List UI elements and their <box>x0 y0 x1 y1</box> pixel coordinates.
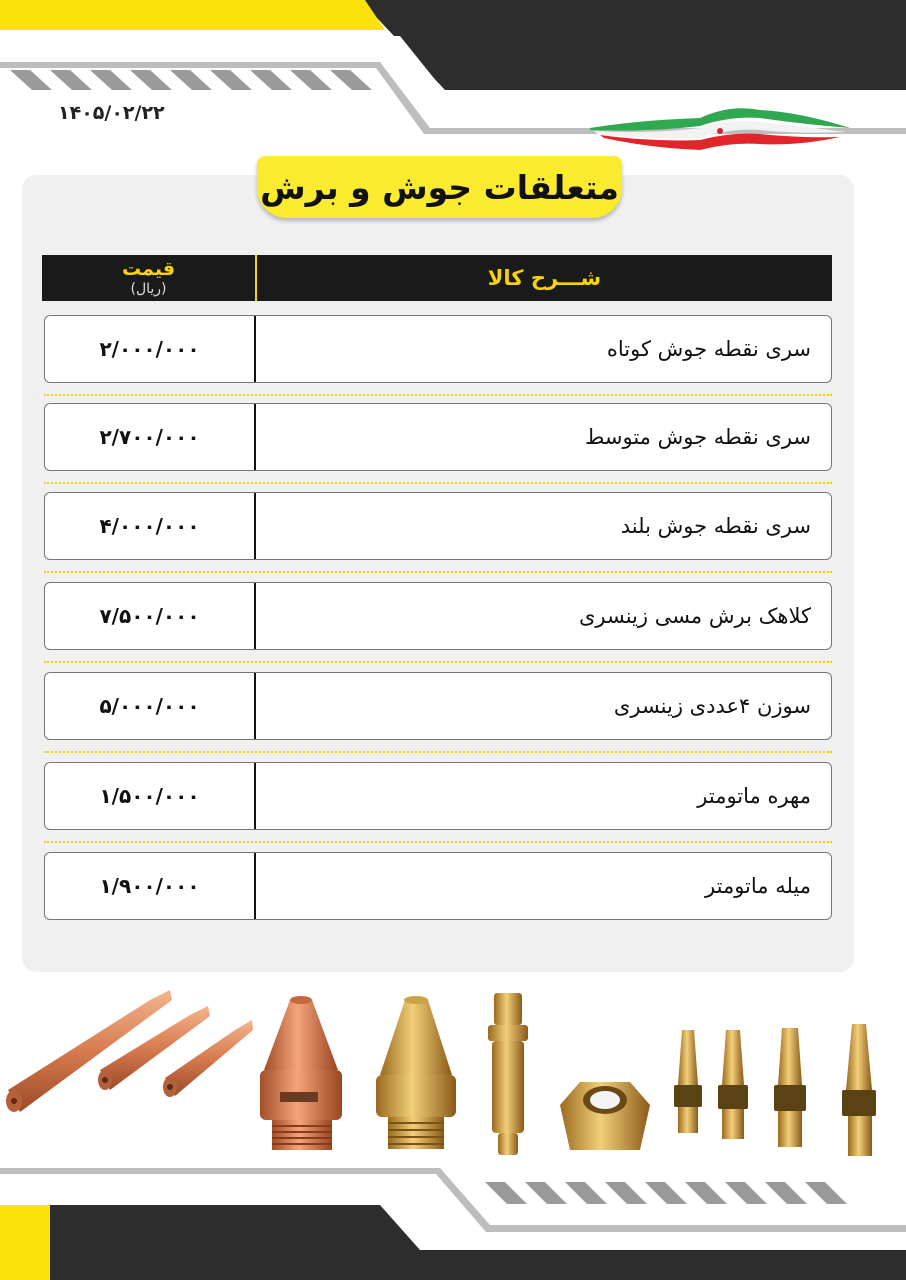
row-separator <box>44 661 832 663</box>
header-price <box>42 255 255 301</box>
table-row <box>44 492 832 560</box>
item-description: سوزن ۴عددی زینسری <box>254 673 831 739</box>
item-description: سری نقطه جوش بلند <box>254 493 831 559</box>
header-price-label: قیمت <box>121 258 176 280</box>
brass-needle-image <box>488 993 528 1155</box>
row-separator <box>44 571 832 573</box>
table-row <box>44 852 832 920</box>
contact-tips-image <box>6 990 253 1112</box>
table-row <box>44 582 832 650</box>
item-price: ۵/۰۰۰/۰۰۰ <box>99 694 200 718</box>
header-description: شـــرح کالا <box>255 255 832 301</box>
header-price-unit: (ریال) <box>130 281 167 297</box>
item-description: میله ماتومتر <box>254 853 831 919</box>
item-price: ۷/۵۰۰/۰۰۰ <box>99 604 200 628</box>
date-label: ۱۴۰۵/۰۲/۲۲ <box>58 102 165 124</box>
row-separator <box>44 751 832 753</box>
table-header <box>42 255 832 301</box>
item-description: کلاهک برش مسی زینسری <box>254 583 831 649</box>
row-separator <box>44 841 832 843</box>
item-description: سری نقطه جوش کوتاه <box>254 316 831 382</box>
item-price: ۴/۰۰۰/۰۰۰ <box>99 514 200 538</box>
item-price: ۱/۵۰۰/۰۰۰ <box>99 784 200 808</box>
table-row <box>44 403 832 471</box>
page-title: متعلقات جوش و برش <box>260 167 619 207</box>
row-separator <box>44 482 832 484</box>
row-separator <box>44 394 832 396</box>
page-title-tab <box>257 156 622 218</box>
table-row <box>44 762 832 830</box>
item-description: مهره ماتومتر <box>254 763 831 829</box>
item-description: سری نقطه جوش متوسط <box>254 404 831 470</box>
copper-nozzle-image <box>260 996 342 1150</box>
table-row <box>44 672 832 740</box>
product-images <box>0 985 906 1165</box>
item-price: ۲/۷۰۰/۰۰۰ <box>99 425 200 449</box>
item-price: ۱/۹۰۰/۰۰۰ <box>99 874 200 898</box>
brass-nozzle-image <box>376 996 456 1149</box>
item-price: ۲/۰۰۰/۰۰۰ <box>99 337 200 361</box>
hex-nut-image <box>560 1082 650 1150</box>
cutting-tips-image <box>674 1024 876 1156</box>
table-row <box>44 315 832 383</box>
